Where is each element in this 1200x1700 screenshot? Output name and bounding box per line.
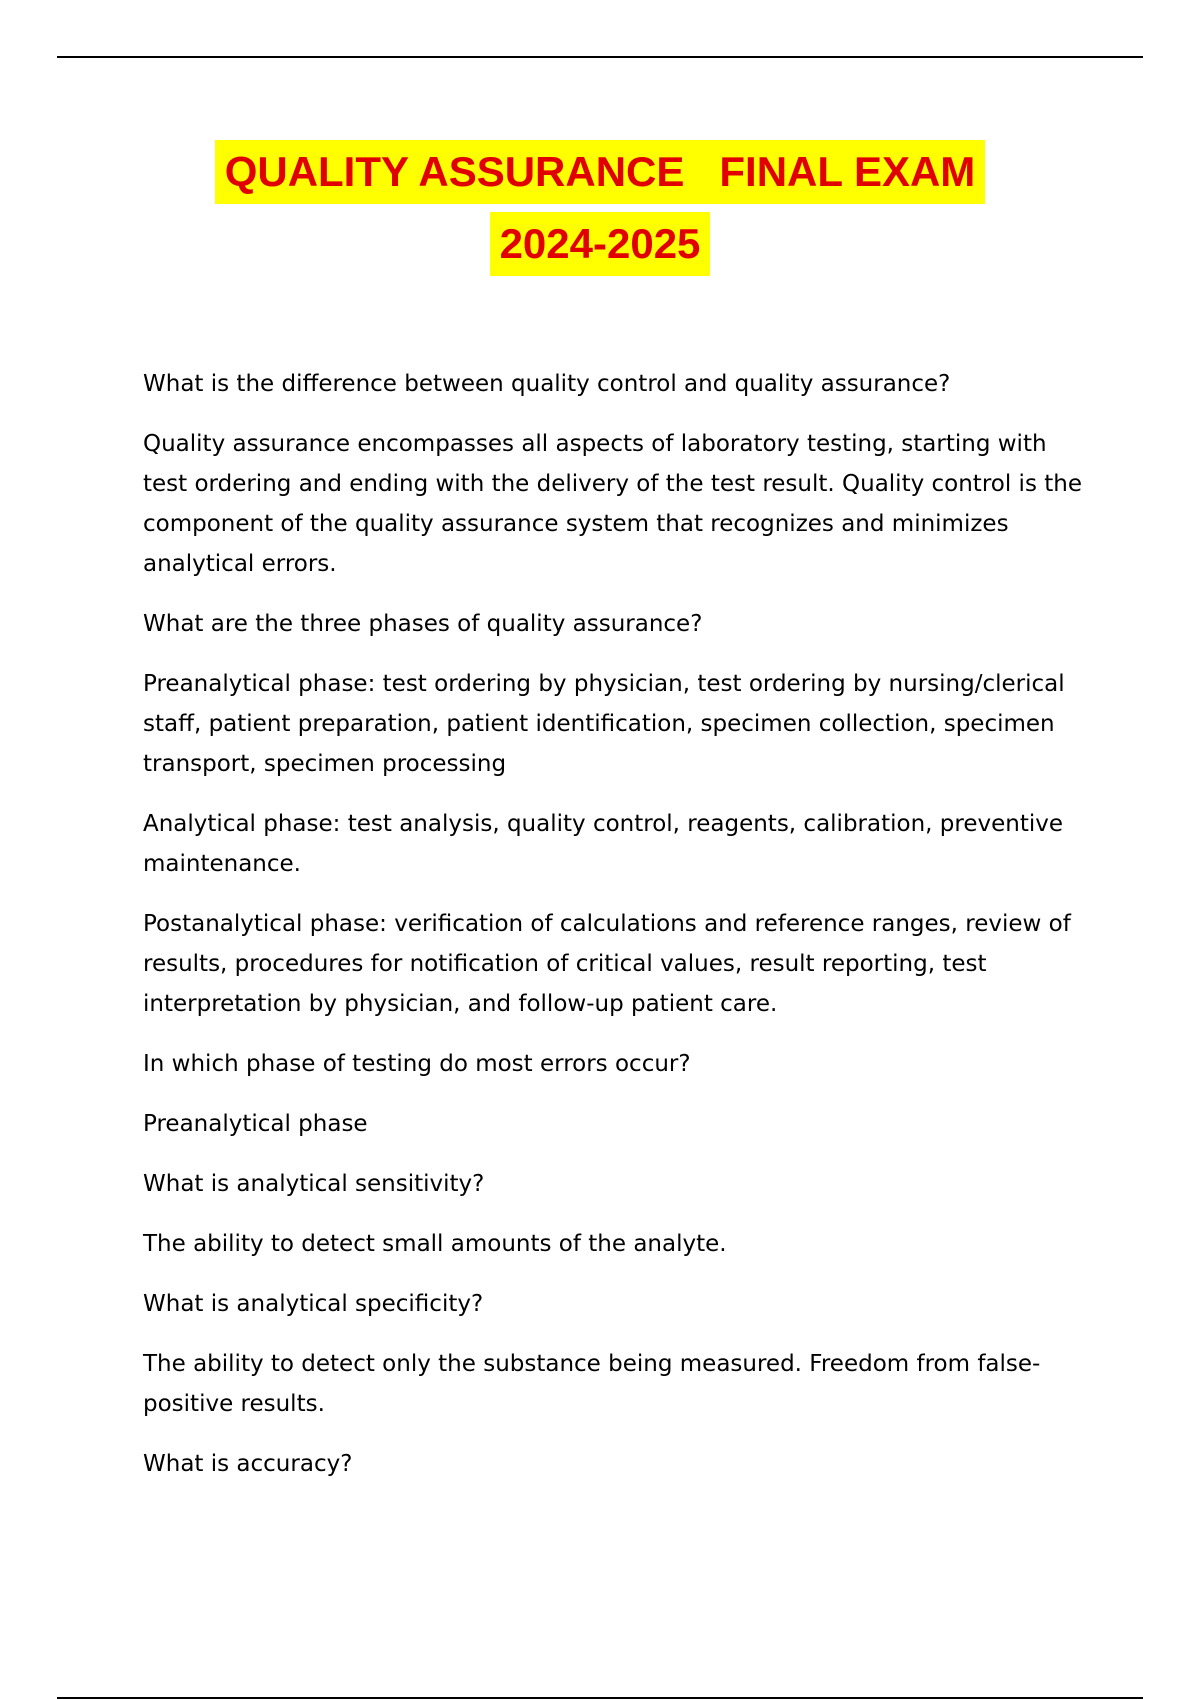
question-analytical-specificity: What is analytical specificity? xyxy=(143,1291,484,1317)
document-body xyxy=(143,364,1093,1504)
answer-preanalytical-phase: Preanalytical phase: test ordering by physician, test ordering by nursing/clerical staff, patient preparation, patient identification, specimen collection, specimen transport, specimen processing xyxy=(143,671,1065,777)
answer-analytical-specificity: The ability to detect only the substance being measured. Freedom from false-positive results. xyxy=(143,1351,1041,1417)
question-accuracy: What is accuracy? xyxy=(143,1451,353,1477)
answer-qc-vs-qa: Quality assurance encompasses all aspects of laboratory testing, starting with test ordering and ending with the delivery of the test result. Quality control is the component of the quality assurance system that recognizes and minimizes analytical errors. xyxy=(143,431,1082,577)
question-analytical-sensitivity: What is analytical sensitivity? xyxy=(143,1171,485,1197)
question-most-errors: In which phase of testing do most errors occur? xyxy=(143,1051,691,1077)
top-divider xyxy=(57,56,1143,58)
title-line-1: QUALITY ASSURANCE FINAL EXAM xyxy=(215,140,986,204)
answer-analytical-phase: Analytical phase: test analysis, quality control, reagents, calibration, preventive maintenance. xyxy=(143,811,1063,877)
document-title xyxy=(0,140,1200,276)
answer-analytical-sensitivity: The ability to detect small amounts of the analyte. xyxy=(143,1231,727,1257)
title-line-2: 2024-2025 xyxy=(490,212,711,276)
bottom-divider xyxy=(57,1697,1143,1699)
answer-postanalytical-phase: Postanalytical phase: verification of calculations and reference ranges, review of results, procedures for notification of critical values, result reporting, test interpretation by physician, and follow-up patient care. xyxy=(143,911,1071,1017)
answer-most-errors: Preanalytical phase xyxy=(143,1111,368,1137)
question-three-phases: What are the three phases of quality assurance? xyxy=(143,611,703,637)
question-qc-vs-qa: What is the difference between quality control and quality assurance? xyxy=(143,371,951,397)
